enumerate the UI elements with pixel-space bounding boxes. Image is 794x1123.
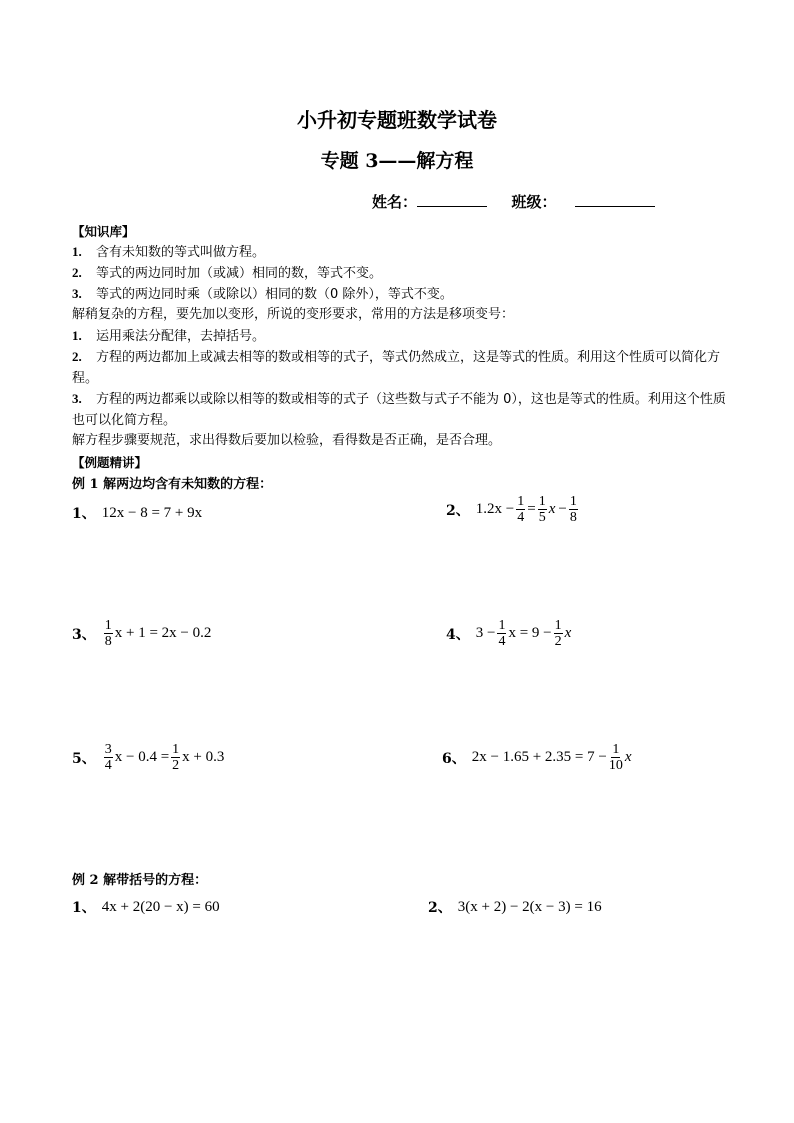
knowledge-note: 解方程步骤要规范，求出得数后要加以检验，看得数是否正确，是否合理。 — [72, 433, 502, 448]
item-number: 2. — [72, 265, 82, 280]
operator: − — [558, 501, 567, 517]
numerator: 1 — [104, 618, 112, 633]
problem-label: 2、 — [446, 502, 470, 519]
problem-1-1 — [72, 503, 202, 523]
numerator: 1 — [554, 618, 562, 633]
name-field[interactable] — [417, 192, 487, 207]
item-text: 含有未知数的等式叫做方程。 — [96, 245, 266, 260]
problem-1-5 — [72, 742, 224, 773]
item-number: 1. — [72, 328, 82, 343]
equation — [472, 742, 632, 773]
equation-text: x + 0.3 — [182, 749, 225, 765]
class-label: 班级： — [511, 193, 557, 211]
equation-text: 2x − 1.65 + 2.35 = 7 − — [471, 749, 607, 765]
equation: 3(x + 2) − 2(x − 3) = 16 — [457, 898, 602, 915]
fraction — [516, 494, 525, 525]
fraction — [554, 618, 563, 649]
problem-1-2 — [446, 494, 580, 525]
variable: x — [564, 625, 572, 641]
equation: 12x − 8 = 7 + 9x — [101, 504, 203, 521]
numerator: 1 — [538, 494, 546, 509]
fraction — [104, 742, 113, 773]
denominator: 4 — [498, 634, 506, 649]
method-item — [72, 326, 732, 348]
problem-2-1 — [72, 897, 220, 917]
equation: 1.2x − $\frac{1}{4}$ = $\frac{1}{5}$ x − $\frac{1}{8}$ — [475, 494, 577, 525]
variable: x — [624, 749, 632, 765]
fraction — [497, 618, 506, 649]
problem-label: 2、 — [428, 900, 452, 916]
page-title: 小升初专题班数学试卷 — [297, 108, 497, 132]
denominator: 10 — [608, 758, 623, 773]
page-subtitle: 专题 3——解方程 — [320, 150, 474, 172]
problem-label: 6、 — [442, 750, 466, 767]
problem-2-2 — [428, 897, 602, 917]
item-number: 2. — [72, 349, 82, 364]
item-text: 方程的两边都乘以或除以相等的数或相等的式子（这些数与式子不能为 0），这也是等式的性质。利用这个性质也可以化简方程。 — [72, 392, 726, 428]
numerator: 1 — [172, 742, 180, 757]
denominator: 4 — [517, 510, 525, 525]
knowledge-item — [72, 284, 732, 306]
fraction — [609, 742, 623, 773]
denominator: 5 — [538, 510, 546, 525]
knowledge-intro: 解稍复杂的方程，要先加以变形，所说的变形要求，常用的方法是移项变号： — [72, 307, 515, 322]
numerator: 1 — [612, 742, 620, 757]
denominator: 2 — [554, 634, 562, 649]
equation-text: x − 0.4 = — [114, 749, 170, 765]
problem-1-4 — [446, 618, 571, 649]
fraction — [104, 618, 113, 649]
item-number: 1. — [72, 244, 82, 259]
problem-label: 4、 — [446, 626, 470, 643]
equation — [102, 742, 225, 773]
equation-text: 1.2x − — [475, 501, 515, 517]
item-number: 3. — [72, 391, 82, 406]
numerator: 1 — [498, 618, 506, 633]
numerator: 1 — [517, 494, 525, 509]
class-field[interactable] — [575, 192, 655, 207]
examples-heading: 【例题精讲】 — [72, 455, 148, 470]
fraction — [171, 742, 180, 773]
problem-label: 3、 — [72, 626, 96, 643]
problem-label: 1、 — [72, 506, 96, 522]
problem-label: 1、 — [72, 900, 96, 916]
problem-label: 5、 — [72, 750, 96, 767]
student-info-row — [372, 191, 655, 212]
denominator: 2 — [172, 758, 180, 773]
numerator: 1 — [569, 494, 577, 509]
equation — [476, 618, 572, 649]
equation — [102, 618, 212, 649]
fraction — [569, 494, 578, 525]
variable: x — [548, 501, 556, 517]
equation-text: x = 9 − — [508, 625, 552, 641]
item-text: 等式的两边同时乘（或除以）相同的数（0 除外），等式不变。 — [96, 287, 453, 302]
denominator: 4 — [104, 758, 112, 773]
example-2-title: 例 2 解带括号的方程： — [72, 873, 208, 888]
example-1-title: 例 1 解两边均含有未知数的方程： — [72, 477, 273, 492]
knowledge-item — [72, 242, 732, 264]
fraction — [538, 494, 547, 525]
item-text: 等式的两边同时加（或减）相同的数，等式不变。 — [96, 266, 383, 281]
equation: 4x + 2(20 − x) = 60 — [101, 898, 220, 915]
item-number: 3. — [72, 286, 82, 301]
equation-text: x + 1 = 2x − 0.2 — [114, 625, 212, 641]
numerator: 3 — [104, 742, 112, 757]
name-label: 姓名： — [372, 193, 418, 211]
item-text: 方程的两边都加上或减去相等的数或相等的式子，等式仍然成立，这是等式的性质。利用这个性质可以简化方程。 — [72, 350, 721, 386]
equation-text: 3 − — [475, 625, 496, 641]
denominator: 8 — [104, 634, 112, 649]
method-item — [72, 389, 732, 431]
knowledge-heading: 【知识库】 — [72, 224, 135, 239]
knowledge-item — [72, 263, 732, 285]
method-item — [72, 347, 732, 389]
problem-1-3 — [72, 618, 211, 649]
denominator: 8 — [569, 510, 577, 525]
item-text: 运用乘法分配律，去掉括号。 — [96, 329, 266, 344]
problem-1-6 — [442, 742, 632, 773]
